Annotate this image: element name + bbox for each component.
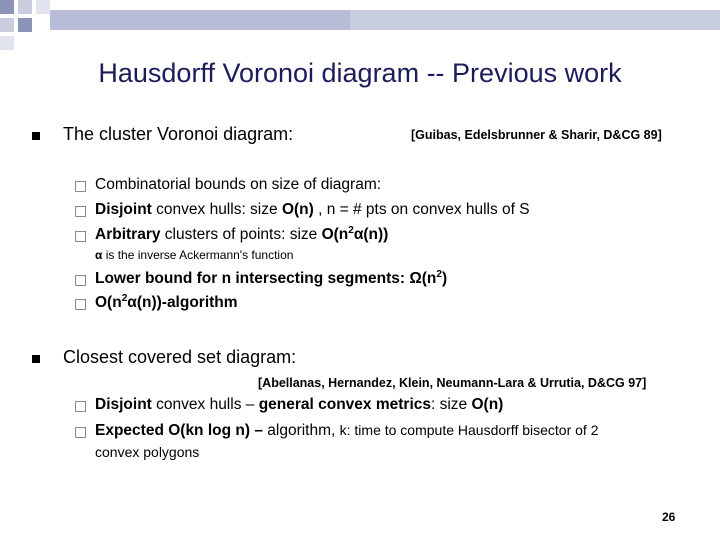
hollow-square-bullet-icon: □	[74, 296, 88, 312]
square-bullet-icon	[32, 132, 40, 140]
sub-item-algorithm: $O(n^2\alpha(n))$-algorithm	[95, 292, 238, 311]
bullet-2-label: Closest covered set diagram:	[63, 347, 297, 367]
sub-item-arbitrary-clusters: Arbitrary clusters of points: size $O(n^2\alpha(n))$	[95, 224, 389, 243]
corner-decoration	[0, 0, 720, 60]
sub-item-expected-algorithm-cont: convex polygons	[95, 444, 200, 460]
slide-title: Hausdorff Voronoi diagram -- Previous work	[98, 58, 622, 88]
sub-item-general-convex-metrics: Disjoint convex hulls – general convex metrics: size O(n)	[95, 396, 504, 413]
ackermann-note: α is the inverse Ackermann's function	[95, 248, 294, 262]
bullet-2-citation: [Abellanas, Hernandez, Klein, Neumann-Lara & Urrutia, D&CG 97]	[258, 376, 647, 390]
sub-item-disjoint-hulls: Disjoint convex hulls: size O(n) , n = # pts on convex hulls of S	[95, 201, 530, 218]
hollow-square-bullet-icon: □	[74, 398, 88, 414]
square-bullet-icon	[32, 355, 40, 363]
hollow-square-bullet-icon: □	[74, 424, 88, 440]
bullet-1-label: The cluster Voronoi diagram:	[63, 124, 294, 144]
hollow-square-bullet-icon: □	[74, 272, 88, 288]
sub-item-lower-bound: Lower bound for n intersecting segments: $\Omega(n^2)$	[95, 268, 448, 287]
page-number: 26	[662, 510, 676, 524]
hollow-square-bullet-icon: □	[74, 203, 88, 219]
hollow-square-bullet-icon: □	[74, 228, 88, 244]
sub-item-expected-algorithm: Expected O(kn log n) – algorithm, k: time to compute Hausdorff bisector of 2	[95, 422, 599, 439]
sub-item-combinatorial-bounds: Combinatorial bounds on size of diagram:	[95, 176, 382, 193]
hollow-square-bullet-icon: □	[74, 178, 88, 194]
bullet-1-citation: [Guibas, Edelsbrunner & Sharir, D&CG 89]	[411, 128, 662, 142]
